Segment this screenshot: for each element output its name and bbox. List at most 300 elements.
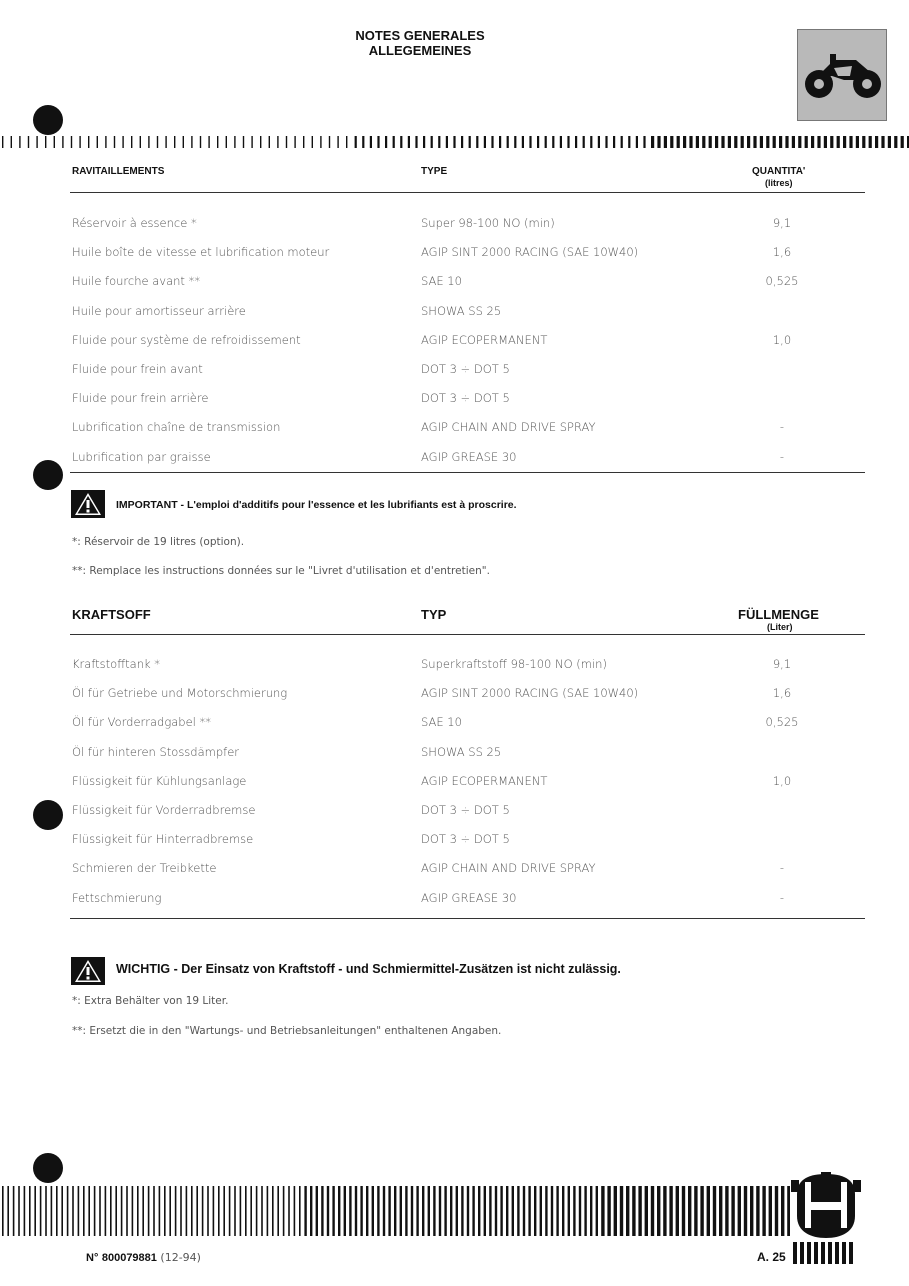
stripe-bar xyxy=(51,1186,53,1236)
stripe-bar xyxy=(760,136,763,148)
stripe-bar xyxy=(208,136,209,148)
stripe-bar xyxy=(645,1186,648,1236)
col-header-item-fr: RAVITAILLEMENTS xyxy=(72,166,165,177)
stripe-bar xyxy=(400,1186,402,1236)
stripe-bar xyxy=(573,1186,575,1236)
stripe-bar xyxy=(256,1186,258,1236)
stripe-bar xyxy=(18,1186,20,1236)
stripe-bar xyxy=(61,1186,63,1236)
stripe-bar xyxy=(229,1186,231,1236)
stripe-bar xyxy=(191,1186,193,1236)
stripe-bar xyxy=(45,1186,47,1236)
stripe-bar xyxy=(669,1186,672,1236)
stripe-bar xyxy=(186,1186,188,1236)
stripe-bar xyxy=(670,136,673,148)
stripe-bar xyxy=(240,1186,242,1236)
stripe-bar xyxy=(355,1186,357,1236)
brand-logo xyxy=(791,1172,861,1272)
stripe-bar xyxy=(140,136,141,148)
stripe-bar xyxy=(114,136,115,148)
stripe-bar xyxy=(28,136,29,148)
stripe-bar xyxy=(467,1186,469,1236)
stripe-bar xyxy=(579,1186,581,1236)
cell-item: Flüssigkeit für Vorderradbremse xyxy=(72,803,256,817)
stripe-bar xyxy=(327,1186,329,1236)
stripe-bar xyxy=(478,1186,480,1236)
stripe-bar xyxy=(105,136,106,148)
stripe-bar xyxy=(394,1186,396,1236)
stripe-bar xyxy=(491,136,493,148)
table-row xyxy=(0,274,909,296)
motorcycle-icon xyxy=(804,46,882,106)
stripe-bar xyxy=(260,136,261,148)
stripe-bar xyxy=(142,1186,144,1236)
warning-icon xyxy=(71,490,105,518)
stripe-bar xyxy=(344,1186,346,1236)
cell-type: Super 98-100 NO (min) xyxy=(421,216,555,230)
table-row xyxy=(0,391,909,413)
stripe-bar xyxy=(132,1186,134,1236)
stripe-bar xyxy=(614,1186,617,1236)
footer-rule-de xyxy=(70,918,865,919)
stripe-bar xyxy=(856,136,859,148)
cell-item: Fluide pour frein arrière xyxy=(72,391,209,406)
stripe-bar xyxy=(728,136,731,148)
title-line-1: NOTES GENERALES xyxy=(355,28,485,43)
stripe-bar xyxy=(596,1186,598,1236)
table-row xyxy=(0,832,909,854)
table-row xyxy=(0,245,909,267)
stripe-bar xyxy=(78,1186,80,1236)
stripe-bar xyxy=(433,1186,435,1236)
stripe-bar xyxy=(29,1186,31,1236)
doc-prefix: N° xyxy=(86,1252,99,1264)
stripe-bar xyxy=(689,136,692,148)
stripe-bar xyxy=(217,136,218,148)
cell-qty: - xyxy=(779,890,785,905)
stripe-bar xyxy=(756,1186,759,1236)
stripe-bar xyxy=(153,1186,155,1236)
footnote-1-de: *: Extra Behälter von 19 Liter. xyxy=(72,995,229,1007)
col-header-qty-unit-de: (Liter) xyxy=(767,622,793,632)
stripe-bar xyxy=(446,136,448,148)
stripe-bar xyxy=(202,1186,204,1236)
stripe-bar xyxy=(651,136,654,148)
table-row xyxy=(0,803,909,825)
stripe-bar xyxy=(299,1186,301,1236)
stripe-bar xyxy=(105,1186,107,1236)
stripe-bar xyxy=(552,136,554,148)
stripe-bar xyxy=(272,1186,274,1236)
stripe-bar xyxy=(769,1186,772,1236)
stripe-bar xyxy=(744,1186,747,1236)
stripe-bar xyxy=(734,136,737,148)
stripe-bar xyxy=(461,136,463,148)
stripe-bar xyxy=(700,1186,703,1236)
stripe-bar xyxy=(472,1186,474,1236)
stripe-bar xyxy=(534,1186,536,1236)
stripe-bar xyxy=(568,1186,570,1236)
table-row xyxy=(0,861,909,883)
stripe-bar xyxy=(439,1186,441,1236)
stripe-bar xyxy=(405,1186,407,1236)
cell-qty: 1,6 xyxy=(772,245,792,260)
stripe-bar xyxy=(537,136,539,148)
cell-item: Lubrification par graisse xyxy=(72,449,211,464)
stripe-bar xyxy=(234,136,235,148)
header-rule-fr xyxy=(70,192,865,193)
stripe-bar xyxy=(19,136,20,148)
cell-type: AGIP ECOPERMANENT xyxy=(421,773,548,788)
cell-type: SAE 10 xyxy=(421,715,462,730)
stripe-bar xyxy=(234,1186,236,1236)
stripe-bar xyxy=(817,136,820,148)
stripe-bar xyxy=(620,1186,623,1236)
stripe-bar xyxy=(34,1186,36,1236)
stripe-bar xyxy=(484,1186,486,1236)
stripe-bar xyxy=(355,136,357,148)
stripe-bar xyxy=(286,136,287,148)
stripe-bar xyxy=(200,136,201,148)
warning-text-de: WICHTIG - Der Einsatz von Kraftstoff - und Schmiermittel-Zusätzen ist nicht zulässig. xyxy=(116,962,621,976)
stripe-bar xyxy=(372,1186,374,1236)
col-header-qty-unit-fr: (litres) xyxy=(765,178,793,188)
stripe-bar xyxy=(731,1186,734,1236)
cell-type: DOT 3 ÷ DOT 5 xyxy=(421,391,510,406)
stripe-bar xyxy=(183,136,184,148)
stripe-bar xyxy=(677,136,680,148)
cell-type: DOT 3 ÷ DOT 5 xyxy=(421,362,510,376)
stripe-bar xyxy=(590,1186,592,1236)
stripe-bar xyxy=(663,1186,666,1236)
table-row xyxy=(0,216,909,238)
stripe-bar xyxy=(362,136,364,148)
table-row xyxy=(0,686,909,708)
footnote-2-fr: **: Remplace les instructions données sur le "Livret d'utilisation et d'entretien". xyxy=(72,565,490,577)
warning-icon xyxy=(71,957,105,985)
stripe-bar xyxy=(99,1186,101,1236)
stripe-bar xyxy=(567,136,569,148)
stripe-bar xyxy=(719,1186,722,1236)
stripe-bar xyxy=(388,1186,390,1236)
stripe-bar xyxy=(83,1186,85,1236)
stripe-bar xyxy=(213,1186,215,1236)
stripe-bar xyxy=(428,1186,430,1236)
stripe-bar xyxy=(423,136,425,148)
table-row xyxy=(0,304,909,326)
stripe-bar xyxy=(560,136,562,148)
stripe-bar xyxy=(218,1186,220,1236)
stripe-bar xyxy=(888,136,891,148)
stripe-bar xyxy=(456,1186,458,1236)
stripe-bar xyxy=(283,1186,285,1236)
stripe-bar xyxy=(245,1186,247,1236)
col-header-type-fr: TYPE xyxy=(421,166,448,177)
stripe-bar xyxy=(377,1186,379,1236)
stripe-bar xyxy=(824,136,827,148)
stripe-bar xyxy=(148,136,149,148)
stripe-bar xyxy=(484,136,486,148)
stripe-bar xyxy=(598,136,600,148)
stripe-bar xyxy=(843,136,846,148)
stripe-bar xyxy=(332,1186,334,1236)
stripe-bar xyxy=(551,1186,553,1236)
stripe-bar xyxy=(126,1186,128,1236)
stripe-bar xyxy=(97,136,98,148)
page-title xyxy=(0,28,840,58)
header-rule-de xyxy=(70,634,865,635)
cell-item: Réservoir à essence * xyxy=(72,216,197,230)
stripe-bar xyxy=(71,136,72,148)
stripe-bar xyxy=(165,136,166,148)
stripe-bar xyxy=(303,136,304,148)
cell-item: Huile pour amortisseur arrière xyxy=(72,303,246,318)
stripe-bar xyxy=(408,136,410,148)
stripe-bar xyxy=(370,136,372,148)
stripe-bar xyxy=(175,1186,177,1236)
stripe-bar xyxy=(522,136,524,148)
stripe-bar xyxy=(56,1186,58,1236)
table-row xyxy=(0,333,909,355)
stripe-bar xyxy=(191,136,192,148)
doc-date: (12-94) xyxy=(160,1251,201,1264)
stripe-bar xyxy=(393,136,395,148)
stripe-bar xyxy=(7,1186,9,1236)
cell-type: Superkraftstoff 98-100 NO (min) xyxy=(421,657,607,671)
stripe-bar xyxy=(11,136,12,148)
stripe-bar xyxy=(316,1186,318,1236)
stripe-bar xyxy=(385,136,387,148)
stripe-bar xyxy=(638,1186,641,1236)
stripe-bar xyxy=(360,1186,362,1236)
col-header-item-de: KRAFTSOFF xyxy=(72,607,151,622)
stripe-bar xyxy=(713,1186,716,1236)
stripe-bar xyxy=(556,1186,558,1236)
cell-item: Öl für Getriebe und Motorschmierung xyxy=(72,686,288,701)
cell-qty: - xyxy=(779,861,785,876)
stripe-bar xyxy=(849,136,852,148)
stripe-bar xyxy=(495,1186,497,1236)
stripe-bar xyxy=(243,136,244,148)
warning-text-fr: IMPORTANT - L'emploi d'additifs pour l'essence et les lubrifiants est à proscrire. xyxy=(116,499,517,511)
stripe-bar xyxy=(721,136,724,148)
stripe-bar xyxy=(94,1186,96,1236)
top-stripe-bar xyxy=(0,136,909,148)
stripe-bar xyxy=(811,136,814,148)
stripe-bar xyxy=(338,1186,340,1236)
table-row xyxy=(0,745,909,767)
cell-type: AGIP CHAIN AND DRIVE SPRAY xyxy=(421,420,596,435)
stripe-bar xyxy=(762,1186,765,1236)
stripe-bar xyxy=(523,1186,525,1236)
stripe-bar xyxy=(164,1186,166,1236)
cell-qty: - xyxy=(779,420,785,435)
stripe-bar xyxy=(517,1186,519,1236)
stripe-bar xyxy=(862,136,865,148)
stripe-bar xyxy=(304,1186,306,1236)
stripe-bar xyxy=(512,1186,514,1236)
cell-type: AGIP GREASE 30 xyxy=(421,890,517,905)
stripe-bar xyxy=(174,136,175,148)
cell-type: AGIP CHAIN AND DRIVE SPRAY xyxy=(421,861,596,876)
stripe-bar xyxy=(226,136,227,148)
page-number: A. 25 xyxy=(757,1250,786,1264)
stripe-bar xyxy=(785,136,788,148)
cell-item: Fluide pour système de refroidissement xyxy=(72,332,301,347)
stripe-bar xyxy=(528,1186,530,1236)
table-row xyxy=(0,774,909,796)
stripe-bar xyxy=(632,1186,635,1236)
stripe-bar xyxy=(157,136,158,148)
stripe-bar xyxy=(707,1186,710,1236)
stripe-bar xyxy=(148,1186,150,1236)
cell-type: SHOWA SS 25 xyxy=(421,744,502,759)
stripe-bar xyxy=(223,1186,225,1236)
stripe-bar xyxy=(79,136,80,148)
stripe-bar xyxy=(294,136,295,148)
cell-item: Huile fourche avant ** xyxy=(72,274,201,289)
stripe-bar xyxy=(180,1186,182,1236)
title-line-2: ALLEGEMEINES xyxy=(368,43,472,58)
table-row xyxy=(0,715,909,737)
stripe-bar xyxy=(40,1186,42,1236)
stripe-bar xyxy=(461,1186,463,1236)
cell-item: Öl für hinteren Stossdämpfer xyxy=(72,744,240,759)
stripe-bar xyxy=(337,136,338,148)
stripe-bar xyxy=(529,136,531,148)
stripe-bar xyxy=(196,1186,198,1236)
stripe-bar xyxy=(696,136,699,148)
cell-type: SAE 10 xyxy=(421,274,462,289)
cell-qty: 0,525 xyxy=(765,274,799,289)
stripe-bar xyxy=(590,136,592,148)
stripe-bar xyxy=(267,1186,269,1236)
stripe-bar xyxy=(709,136,712,148)
stripe-bar xyxy=(738,1186,741,1236)
stripe-bar xyxy=(115,1186,117,1236)
cell-type: AGIP GREASE 30 xyxy=(421,449,517,464)
col-header-type-de: TYP xyxy=(421,607,447,622)
stripe-bar xyxy=(869,136,872,148)
stripe-bar xyxy=(72,1186,74,1236)
stripe-bar xyxy=(626,1186,629,1236)
cell-item: Kraftstofftank * xyxy=(72,657,161,671)
stripe-bar xyxy=(88,136,89,148)
cell-qty: 9,1 xyxy=(772,216,792,230)
cell-item: Flüssigkeit für Kühlungsanlage xyxy=(72,773,247,788)
stripe-bar xyxy=(664,136,667,148)
stripe-bar xyxy=(251,136,252,148)
cell-type: DOT 3 ÷ DOT 5 xyxy=(421,803,510,817)
col-header-qty-de: FÜLLMENGE xyxy=(738,607,819,622)
stripe-bar xyxy=(261,1186,263,1236)
cell-item: Huile boîte de vitesse et lubrification moteur xyxy=(72,245,330,260)
stripe-bar xyxy=(583,136,585,148)
stripe-bar xyxy=(500,1186,502,1236)
stripe-bar xyxy=(607,1186,610,1236)
stripe-bar xyxy=(506,1186,508,1236)
stripe-bar xyxy=(781,1186,784,1236)
cell-item: Fettschmierung xyxy=(72,890,162,905)
stripe-bar xyxy=(329,136,330,148)
stripe-bar xyxy=(584,1186,586,1236)
stripe-bar xyxy=(688,1186,691,1236)
stripe-bar xyxy=(415,136,417,148)
stripe-bar xyxy=(787,1186,790,1236)
stripe-bar xyxy=(450,1186,452,1236)
stripe-bar xyxy=(346,136,347,148)
stripe-bar xyxy=(507,136,509,148)
stripe-bar xyxy=(294,1186,296,1236)
stripe-bar xyxy=(453,136,455,148)
stripe-bar xyxy=(422,1186,424,1236)
stripe-bar xyxy=(400,136,402,148)
stripe-bar xyxy=(411,1186,413,1236)
stripe-bar xyxy=(137,1186,139,1236)
stripe-bar xyxy=(377,136,379,148)
stripe-bar xyxy=(545,1186,547,1236)
stripe-bar xyxy=(110,1186,112,1236)
stripe-bar xyxy=(750,1186,753,1236)
stripe-bar xyxy=(613,136,615,148)
cell-qty: 0,525 xyxy=(765,715,799,730)
stripe-bar xyxy=(444,1186,446,1236)
stripe-bar xyxy=(683,136,686,148)
stripe-bar xyxy=(54,136,55,148)
bottom-stripe-bar xyxy=(0,1186,790,1236)
stripe-bar xyxy=(320,136,321,148)
stripe-bar xyxy=(575,136,577,148)
stripe-bar xyxy=(321,1186,323,1236)
stripe-bar xyxy=(657,1186,660,1236)
stripe-bar xyxy=(725,1186,728,1236)
stripe-bar xyxy=(540,1186,542,1236)
stripe-bar xyxy=(349,1186,351,1236)
table-row xyxy=(0,891,909,913)
stripe-bar xyxy=(288,1186,290,1236)
stripe-bar xyxy=(875,136,878,148)
stripe-bar xyxy=(881,136,884,148)
cell-qty: 1,0 xyxy=(772,332,792,347)
stripe-bar xyxy=(621,136,623,148)
cell-type: AGIP SINT 2000 RACING (SAE 10W40) xyxy=(421,245,639,260)
cell-item: Fluide pour frein avant xyxy=(72,362,203,376)
stripe-bar xyxy=(545,136,547,148)
stripe-bar xyxy=(837,136,840,148)
cell-qty: 9,1 xyxy=(772,657,792,671)
footer-rule-fr xyxy=(70,472,865,473)
stripe-bar xyxy=(628,136,630,148)
stripe-bar xyxy=(798,136,801,148)
stripe-bar xyxy=(416,1186,418,1236)
stripe-bar xyxy=(62,136,63,148)
stripe-bar xyxy=(747,136,750,148)
stripe-bar xyxy=(741,136,744,148)
footnote-2-de: **: Ersetzt die in den "Wartungs- und Betriebsanleitungen" enthaltenen Angaben. xyxy=(72,1025,502,1037)
stripe-bar xyxy=(67,1186,69,1236)
stripe-bar xyxy=(24,1186,26,1236)
stripe-bar xyxy=(694,1186,697,1236)
cell-type: SHOWA SS 25 xyxy=(421,303,502,318)
stripe-bar xyxy=(122,136,123,148)
stripe-bar xyxy=(901,136,904,148)
stripe-bar xyxy=(207,1186,209,1236)
stripe-bar xyxy=(476,136,478,148)
col-header-qty-fr: QUANTITA' xyxy=(752,166,806,177)
stripe-bar xyxy=(643,136,645,148)
stripe-bar xyxy=(131,136,132,148)
stripe-bar xyxy=(383,1186,385,1236)
